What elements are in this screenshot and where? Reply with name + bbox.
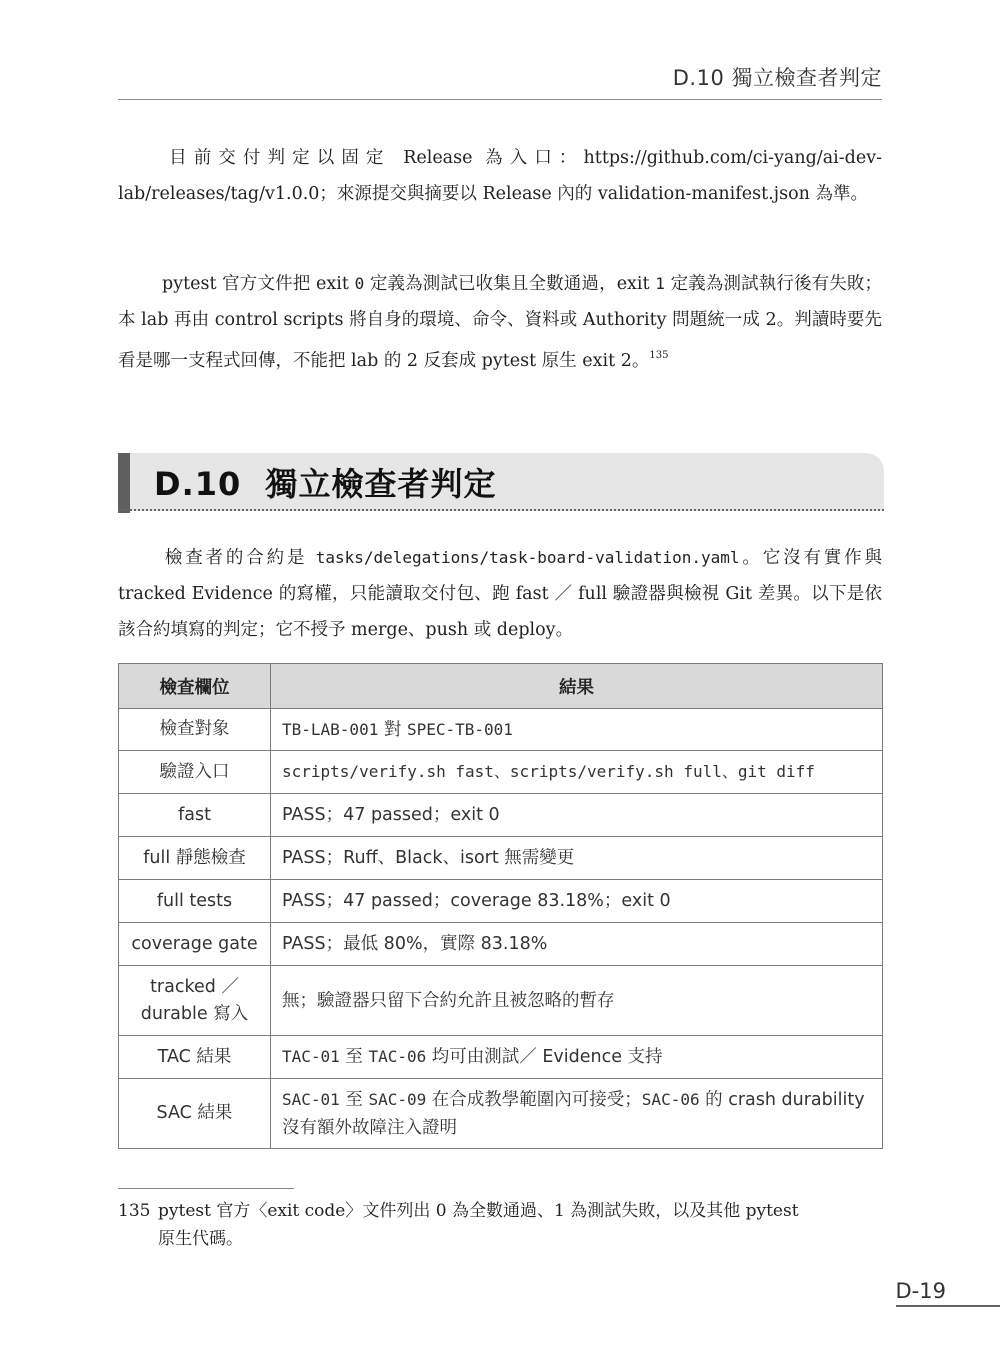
footnote-rule — [118, 1188, 294, 1189]
row-result: PASS；最低 80%，實際 83.18% — [271, 923, 883, 966]
row-result: PASS；Ruff、Black、isort 無需變更 — [271, 837, 883, 880]
row-result: scripts/verify.sh fast、scripts/verify.sh full、git diff — [271, 751, 883, 794]
footnote-text-continued: 原生代碼。 — [158, 1229, 243, 1249]
section-heading-bar — [118, 453, 130, 513]
row-result: TB-LAB-001 對 SPEC-TB-001 — [271, 709, 883, 751]
table-row — [119, 923, 883, 966]
paragraph-exit-codes: pytest 官方文件把 exit 0 定義為測試已收集且全數通過，exit 1 定義為測試執行後有失敗；本 lab 再由 control scripts 將自身的環境、命令、資料或 Authority 問題統一成 2。判讀時要先看是哪一支程式回傳，不能把 lab 的 2 反套成 pytest 原生 exit 2。$^{135}$ — [118, 274, 882, 371]
code-exit-0: 0 — [354, 274, 365, 293]
paragraph-release-text: 目前交付判定以固定 Release 為入口：https://github.com/ci-yang/ai-dev-lab/releases/tag/v1.0.0；來源提交與摘要以 Release 內的 validation-manifest.json 為準。 — [118, 148, 882, 204]
row-field: tracked ／ durable 寫入 — [119, 966, 271, 1036]
table-row — [119, 1036, 883, 1079]
footnote-number: 135 — [118, 1201, 151, 1221]
row-field: coverage gate — [119, 923, 271, 966]
footnote — [118, 1197, 882, 1253]
table-header-row — [119, 664, 883, 709]
page-number: D-19 — [895, 1279, 946, 1303]
row-field: fast — [119, 794, 271, 837]
footnote-reference[interactable]: 135 — [649, 350, 669, 361]
table-row — [119, 1079, 883, 1149]
row-field: full 靜態檢查 — [119, 837, 271, 880]
table-row — [119, 794, 883, 837]
table-row — [119, 709, 883, 751]
section-heading — [118, 453, 884, 511]
header-result: 結果 — [271, 664, 883, 709]
row-field: 驗證入口 — [119, 751, 271, 794]
section-dotted-rule — [118, 509, 884, 511]
row-result: PASS；47 passed；coverage 83.18%；exit 0 — [271, 880, 883, 923]
table-row — [119, 751, 883, 794]
row-result: SAC-01 至 SAC-09 在合成教學範圍內可接受；SAC-06 的 crash durability 沒有額外故障注入證明 — [271, 1079, 883, 1149]
folio-rule — [896, 1305, 1000, 1307]
paragraph-checker-contract: 檢查者的合約是 tasks/delegations/task-board-validation.yaml。它沒有實作與 tracked Evidence 的寫權，只能讀取交付包、跑 fast ／ full 驗證器與檢視 Git 差異。以下是依該合約填寫的判定；它不授予 merge、push 或 deploy。 — [118, 548, 883, 640]
table-row — [119, 966, 883, 1036]
code-contract-path: tasks/delegations/task-board-validation.yaml — [315, 548, 740, 567]
row-field: SAC 結果 — [119, 1079, 271, 1149]
footnote-text: pytest 官方〈exit code〉文件列出 0 為全數通過、1 為測試失敗，以及其他 pytest — [158, 1201, 799, 1221]
row-result: PASS；47 passed；exit 0 — [271, 794, 883, 837]
running-header: D.10 獨立檢查者判定 — [672, 66, 882, 90]
row-field: TAC 結果 — [119, 1036, 271, 1079]
row-result: TAC-01 至 TAC-06 均可由測試／ Evidence 支持 — [271, 1036, 883, 1079]
table-row — [119, 837, 883, 880]
header-rule — [118, 99, 882, 100]
row-field: 檢查對象 — [119, 709, 271, 751]
header-field: 檢查欄位 — [119, 664, 271, 709]
section-title: D.10 獨立檢查者判定 — [154, 465, 497, 503]
row-result: 無；驗證器只留下合約允許且被忽略的暫存 — [271, 966, 883, 1036]
verdict-table — [118, 663, 883, 1149]
table-row — [119, 880, 883, 923]
row-field: full tests — [119, 880, 271, 923]
code-exit-1: 1 — [655, 274, 665, 293]
paragraph-release — [118, 140, 882, 212]
